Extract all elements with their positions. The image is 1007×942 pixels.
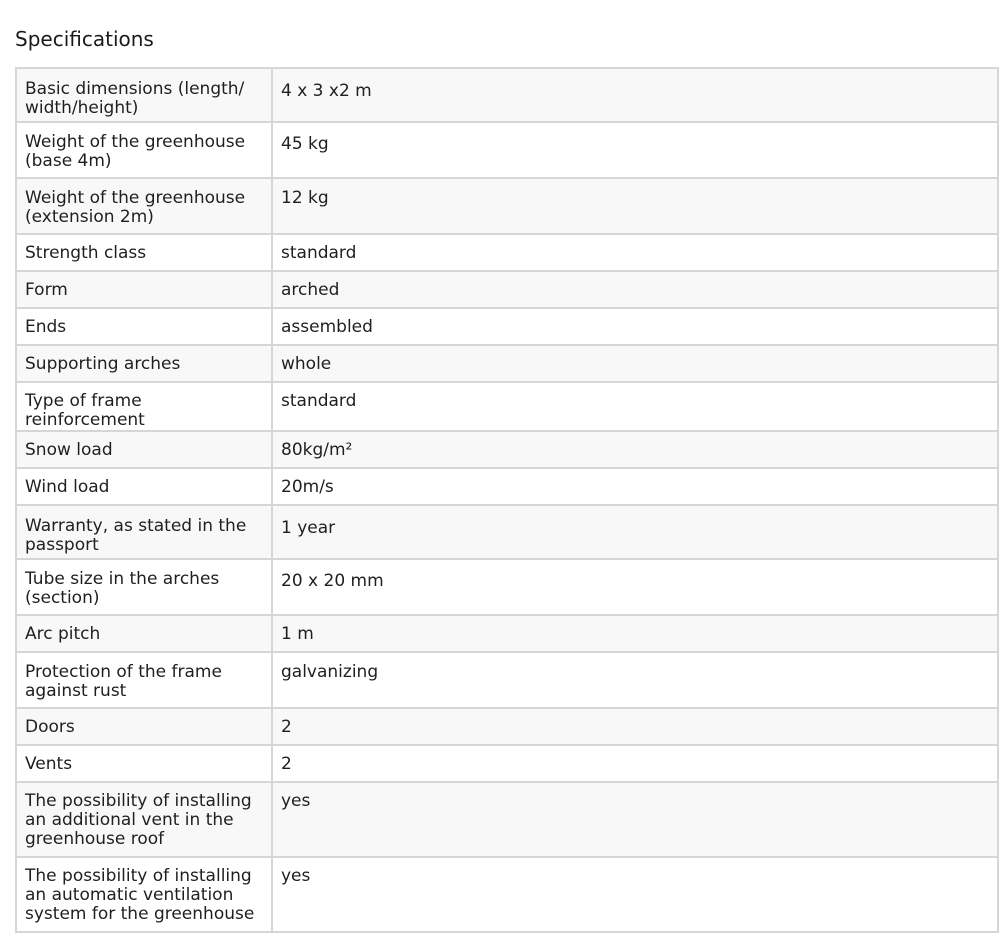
table-row [16, 857, 998, 932]
spec-label: Basic dimensions (length/ width/height) [16, 68, 272, 122]
spec-label: The possibility of installing an additional vent in the greenhouse roof [16, 782, 272, 857]
spec-value: galvanizing [272, 652, 998, 708]
table-row [16, 345, 998, 382]
spec-label: Snow load [16, 431, 272, 468]
spec-label: Arc pitch [16, 615, 272, 652]
spec-value: yes [272, 857, 998, 932]
table-row [16, 308, 998, 345]
table-row [16, 271, 998, 308]
spec-label: Ends [16, 308, 272, 345]
spec-value [272, 505, 998, 559]
spec-value: arched [272, 271, 998, 308]
spec-value-text: 4 x 3 x2 m [281, 81, 372, 101]
table-row [16, 505, 998, 559]
spec-value: standard [272, 234, 998, 271]
spec-label: Wind load [16, 468, 272, 505]
spec-label: Protection of the frame against rust [16, 652, 272, 708]
table-row [16, 708, 998, 745]
spec-label: Form [16, 271, 272, 308]
table-row [16, 559, 998, 615]
spec-label: Supporting arches [16, 345, 272, 382]
spec-label: Weight of the greenhouse (extension 2m) [16, 178, 272, 234]
spec-value: 80kg/m² [272, 431, 998, 468]
spec-value: 2 [272, 708, 998, 745]
spec-label: Type of frame reinforcement [16, 382, 272, 431]
spec-value: 12 kg [272, 178, 998, 234]
table-row [16, 652, 998, 708]
spec-value-text: 45 kg [281, 134, 329, 154]
table-row [16, 431, 998, 468]
table-row [16, 68, 998, 122]
table-row [16, 178, 998, 234]
spec-value: assembled [272, 308, 998, 345]
spec-value: 20m/s [272, 468, 998, 505]
spec-value [272, 122, 998, 178]
spec-label: The possibility of installing an automatic ventilation system for the greenhouse [16, 857, 272, 932]
table-row [16, 122, 998, 178]
spec-value-text: 20 x 20 mm [281, 571, 384, 591]
spec-value: whole [272, 345, 998, 382]
spec-label: Warranty, as stated in the passport [16, 505, 272, 559]
spec-label: Doors [16, 708, 272, 745]
table-row [16, 615, 998, 652]
spec-value: 2 [272, 745, 998, 782]
spec-label: Strength class [16, 234, 272, 271]
spec-value-text: 1 year [281, 518, 336, 538]
spec-value: 1 m [272, 615, 998, 652]
table-row [16, 382, 998, 431]
spec-value: standard [272, 382, 998, 431]
table-row [16, 745, 998, 782]
table-row [16, 782, 998, 857]
spec-label: Tube size in the arches (section) [16, 559, 272, 615]
spec-value [272, 559, 998, 615]
spec-label: Weight of the greenhouse (base 4m) [16, 122, 272, 178]
table-row [16, 234, 998, 271]
specifications-table [15, 67, 999, 933]
page-title: Specifications [15, 27, 154, 51]
table-row [16, 468, 998, 505]
spec-value: yes [272, 782, 998, 857]
spec-label: Vents [16, 745, 272, 782]
spec-value [272, 68, 998, 122]
